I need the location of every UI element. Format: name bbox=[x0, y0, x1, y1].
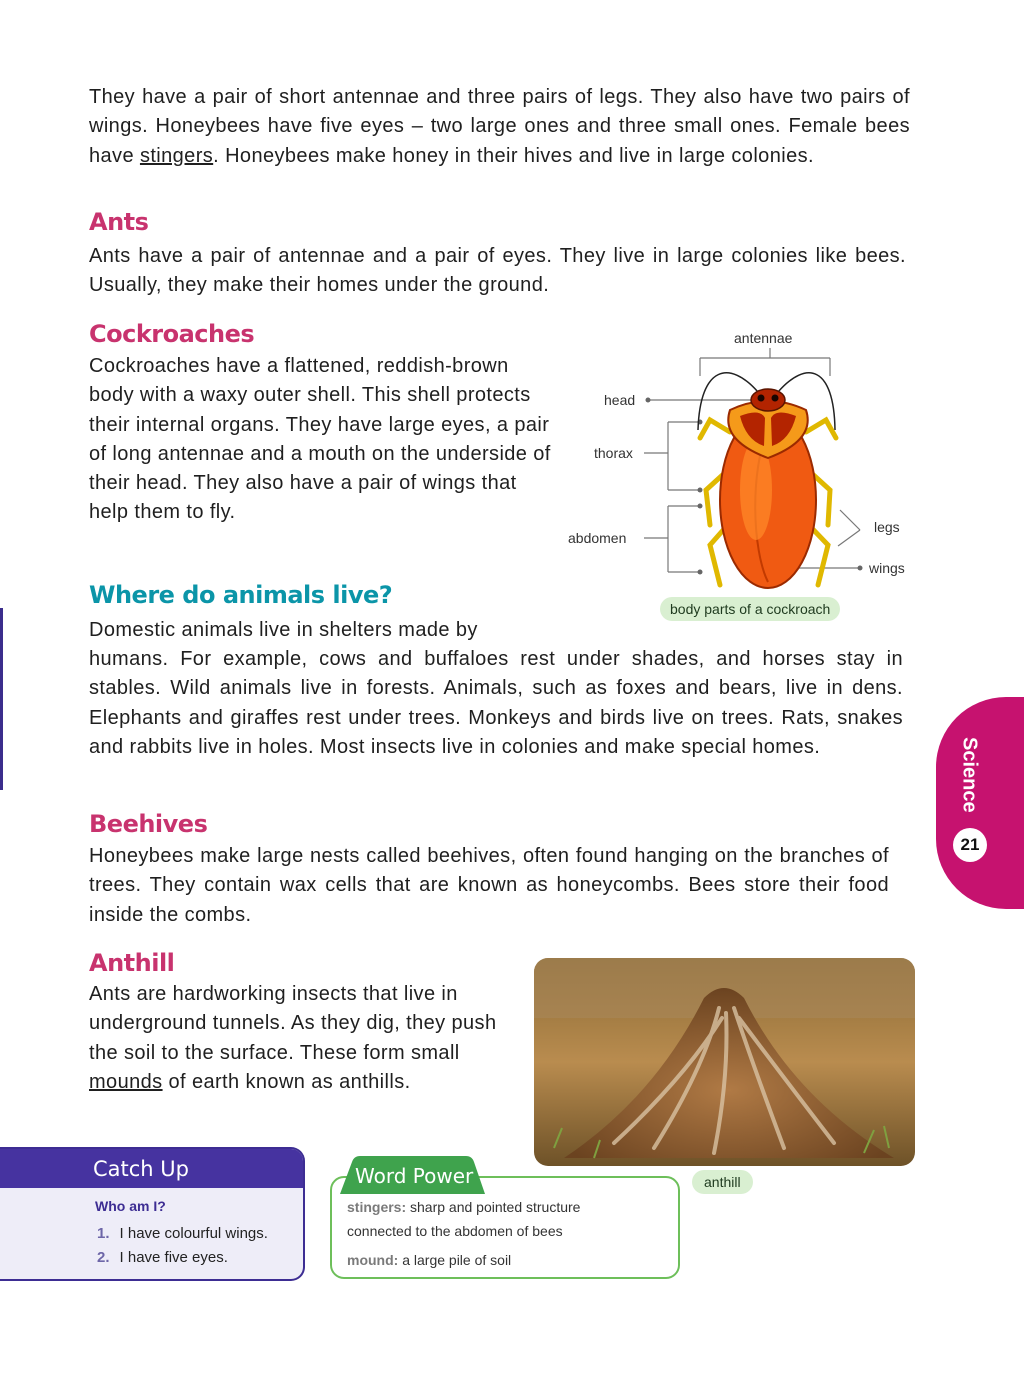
word-power-entry-cont: connected to the abdomen of bees bbox=[347, 1223, 563, 1239]
catch-up-item-number: 2. bbox=[97, 1249, 110, 1266]
beehives-paragraph: Honeybees make large nests called beehives, often found hanging on the branches of trees. They contain wax cells that are known as honeycombs. Bees store their food inside the combs. bbox=[89, 845, 889, 926]
subject-label: Science bbox=[958, 737, 981, 813]
ants-heading: Ants bbox=[89, 208, 149, 236]
bees-paragraph bbox=[89, 83, 910, 171]
word-power-entry bbox=[347, 1252, 511, 1268]
word-power-entry bbox=[347, 1199, 580, 1215]
catch-up-item-text: I have colourful wings. bbox=[119, 1225, 268, 1242]
left-margin-bar bbox=[0, 608, 3, 790]
cockroaches-paragraph: Cockroaches have a flattened, reddish-brown body with a waxy outer shell. This shell protects their internal organs. They have large eyes, a pair of long antennae and a mouth on the underside of their head. They also have a pair of wings that help them to fly. bbox=[89, 355, 551, 524]
word-power-term: mound: bbox=[347, 1252, 399, 1268]
bees-text-start: They have a pair of short antennae and three pairs of legs. They also have two pairs of wings. Honeybees have five eyes – two large ones and three small ones. Female bees have bbox=[89, 86, 910, 167]
anthill-image bbox=[534, 958, 915, 1166]
cockroach-diagram bbox=[560, 320, 920, 620]
anthill-text-start: Ants are hardworking insects that live in underground tunnels. As they dig, they push the soil to the surface. These form small bbox=[89, 983, 497, 1064]
catch-up-item bbox=[97, 1249, 228, 1266]
anthill-text-end: of earth known as anthills. bbox=[162, 1070, 411, 1093]
catch-up-item-number: 1. bbox=[97, 1225, 110, 1242]
label-head: head bbox=[604, 392, 636, 408]
catch-up-item-text: I have five eyes. bbox=[119, 1249, 228, 1266]
bees-text-end: . Honeybees make honey in their hives and live in large colonies. bbox=[213, 144, 814, 167]
cockroaches-heading: Cockroaches bbox=[89, 320, 255, 348]
label-legs: legs bbox=[874, 519, 900, 535]
anthill-caption: anthill bbox=[692, 1170, 753, 1194]
catch-up-title: Catch Up bbox=[93, 1157, 189, 1181]
label-wings: wings bbox=[869, 560, 905, 576]
label-abdomen: abdomen bbox=[568, 530, 627, 546]
cockroach-caption: body parts of a cockroach bbox=[660, 597, 840, 621]
word-power-term: stingers: bbox=[347, 1199, 407, 1215]
where-heading: Where do animals live? bbox=[89, 581, 393, 609]
mounds-term: mounds bbox=[89, 1070, 163, 1093]
catch-up-box bbox=[0, 1147, 305, 1281]
word-power-definition: sharp and pointed structure bbox=[406, 1199, 581, 1215]
stingers-term: stingers bbox=[139, 144, 214, 167]
beehives-heading: Beehives bbox=[89, 810, 208, 838]
catch-up-header bbox=[0, 1149, 303, 1188]
label-thorax: thorax bbox=[594, 445, 633, 461]
anthill-photo bbox=[534, 958, 915, 1166]
where-paragraph: humans. For example, cows and buffaloes rest under shades, and horses stay in stables. Wild animals live in forests. Animals, such as foxes and bears, live in dens. Elephants and giraffes rest under trees. Monkeys and birds live on trees. Rats, snakes and rabbits live in holes. Most insects live in colonies and make special homes. bbox=[89, 648, 903, 758]
where-first-line: Domestic animals live in shelters made by bbox=[89, 619, 478, 641]
label-antennae: antennae bbox=[734, 330, 793, 346]
catch-up-question: Who am I? bbox=[95, 1198, 166, 1214]
ants-paragraph: Ants have a pair of antennae and a pair of eyes. They live in large colonies like bees. Usually, they make their homes under the ground. bbox=[89, 245, 906, 297]
word-power-title: Word Power bbox=[355, 1164, 474, 1188]
anthill-paragraph bbox=[89, 980, 509, 1097]
word-power-definition: a large pile of soil bbox=[398, 1252, 512, 1268]
anthill-heading: Anthill bbox=[89, 949, 175, 977]
page-number: 21 bbox=[953, 828, 987, 862]
cockroach-illustration bbox=[560, 320, 920, 620]
catch-up-item bbox=[97, 1225, 268, 1242]
